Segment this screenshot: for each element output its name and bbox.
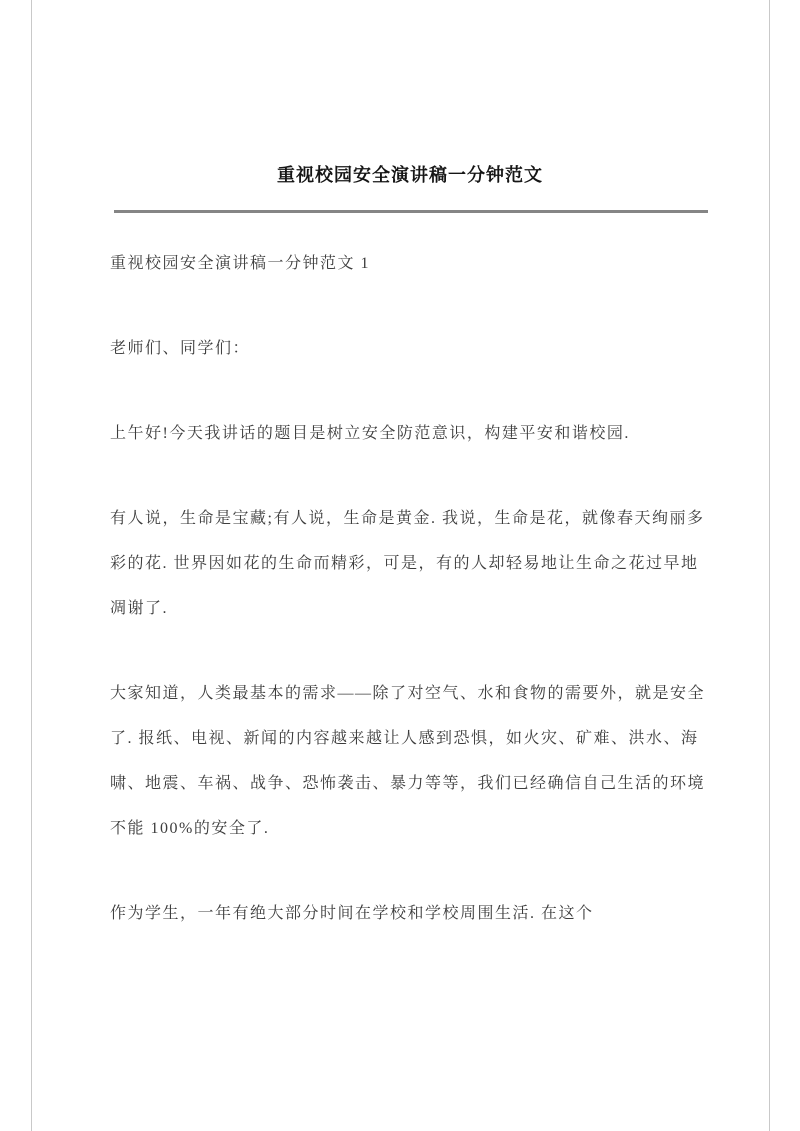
- page-border-right: [769, 0, 770, 1131]
- paragraph-body-1: 有人说，生命是宝藏;有人说，生命是黄金. 我说，生命是花，就像春天绚丽多彩的花. 世界因如花的生命而精彩，可是，有的人却轻易地让生命之花过早地凋谢了.: [110, 510, 705, 617]
- paragraph-salutation: 老师们、同学们：: [110, 340, 251, 357]
- paragraph-body-3: 作为学生，一年有绝大部分时间在学校和学校周围生活. 在这个: [110, 905, 594, 922]
- paragraph-opening: 上午好!今天我讲话的题目是树立安全防范意识，构建平安和谐校园.: [110, 425, 630, 442]
- paragraph-body-2: 大家知道，人类最基本的需求——除了对空气、水和食物的需要外，就是安全了. 报纸、电视、新闻的内容越来越让人感到恐惧，如火灾、矿难、洪水、海啸、地震、车祸、战争、恐怖袭击、暴力等等，我们已经确信自己生活的环境不能 100%的安全了.: [110, 685, 706, 837]
- page-border-left: [31, 0, 32, 1131]
- document-title: 重视校园安全演讲稿一分钟范文: [277, 165, 543, 185]
- title-divider: [114, 210, 708, 213]
- paragraph-heading: 重视校园安全演讲稿一分钟范文 1: [110, 255, 371, 272]
